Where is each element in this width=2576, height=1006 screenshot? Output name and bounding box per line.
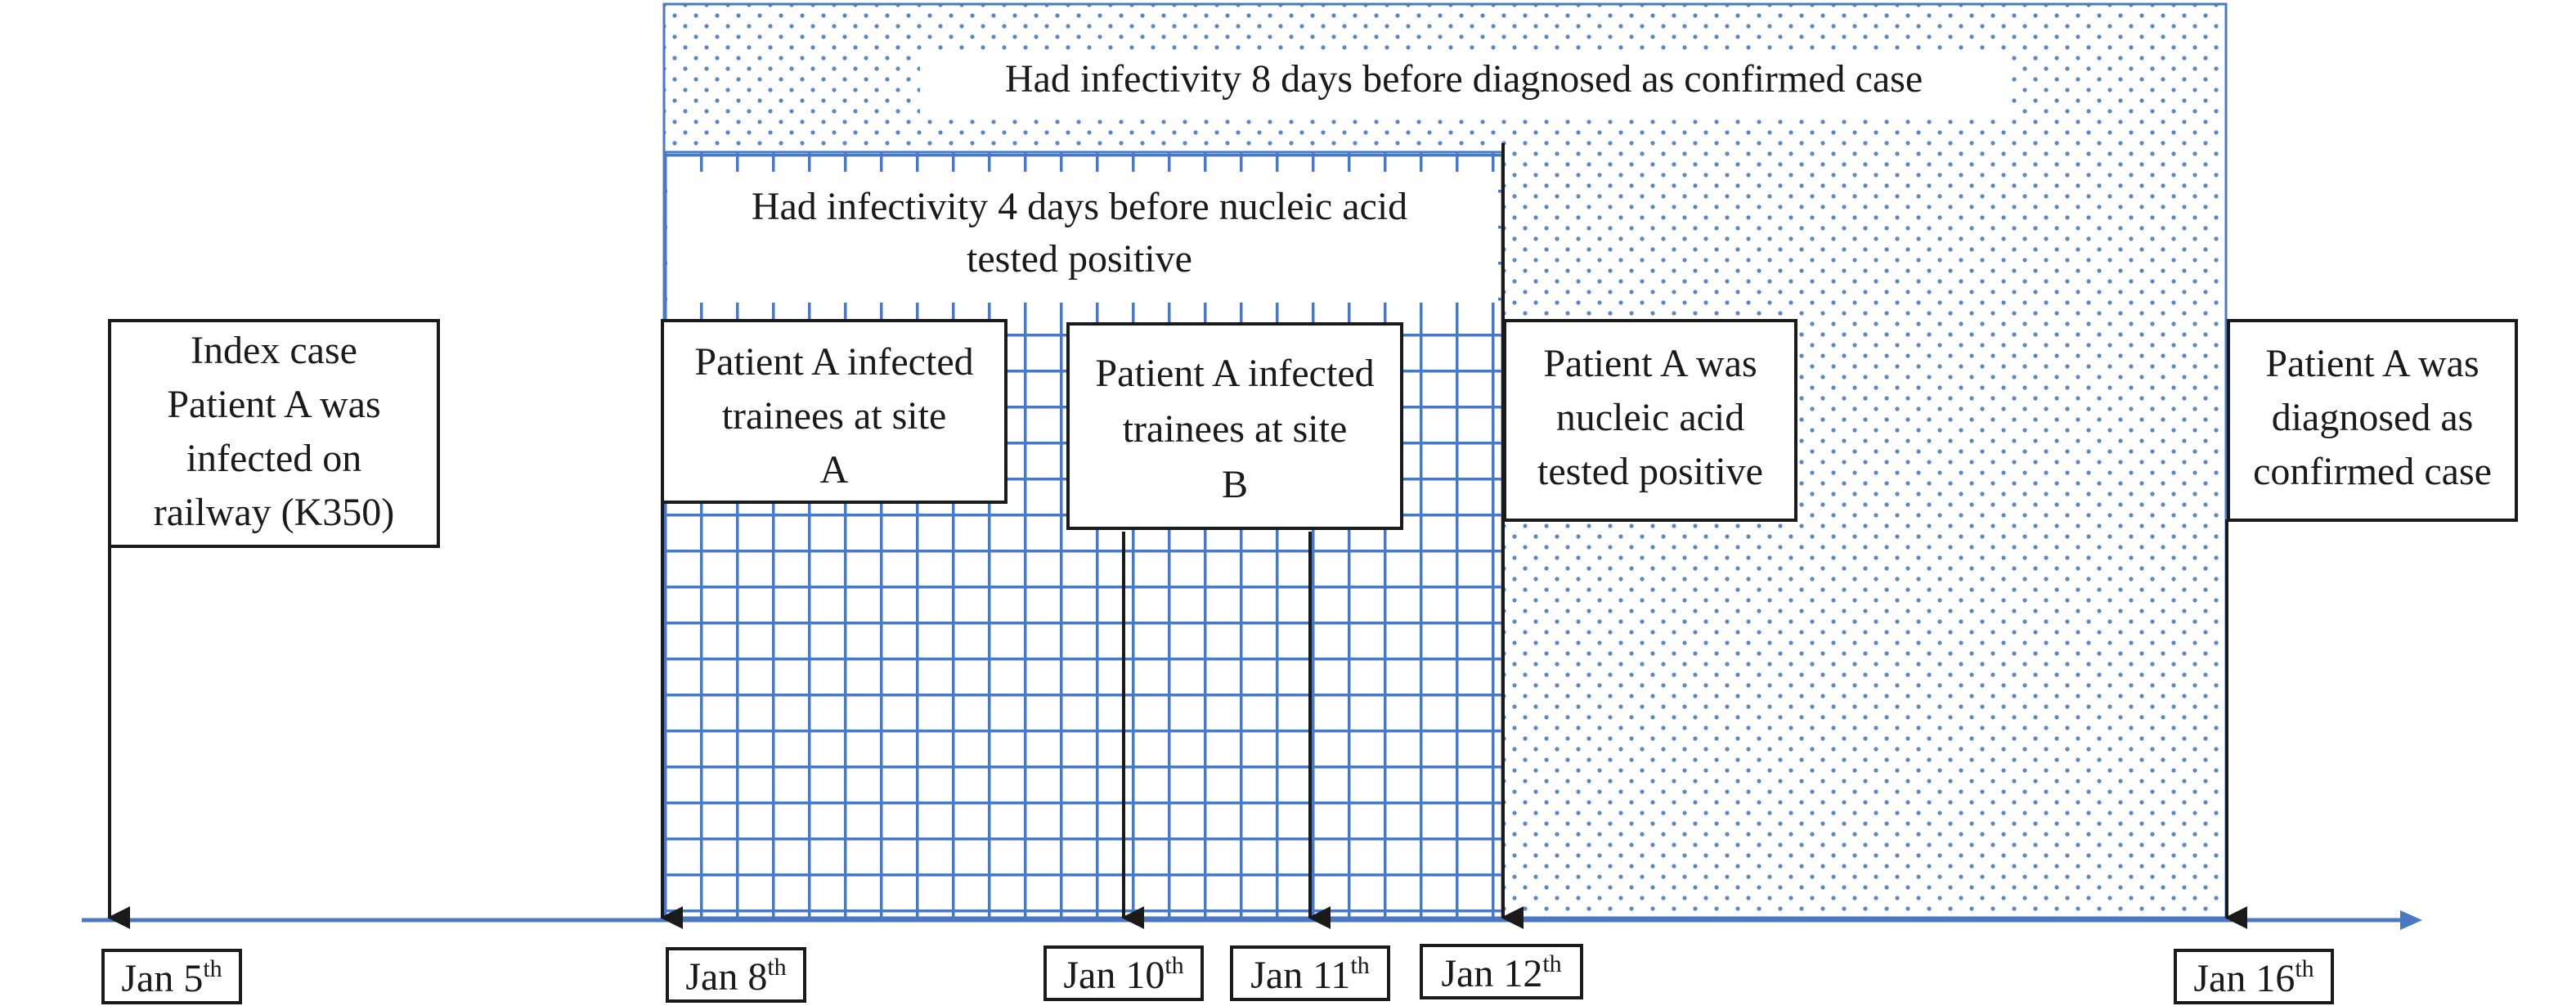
site-a-line1: Patient A infected bbox=[694, 340, 974, 384]
date-jan-8-suffix: th bbox=[767, 954, 787, 981]
date-jan-10-suffix: th bbox=[1165, 952, 1184, 979]
tested-positive-line1: Patient A was bbox=[1543, 342, 1757, 385]
timeline-arrowhead bbox=[2400, 910, 2422, 930]
site-a-line2: trainees at site bbox=[721, 394, 947, 438]
date-jan-5 bbox=[103, 950, 240, 1003]
site-b-line2: trainees at site bbox=[1122, 407, 1348, 451]
date-jan-10-label: Jan 10 bbox=[1063, 954, 1165, 997]
date-jan-11-suffix: th bbox=[1350, 952, 1370, 979]
index-case-line2: Patient A was bbox=[167, 383, 381, 426]
date-jan-5-label: Jan 5 bbox=[121, 957, 204, 1000]
date-jan-12-suffix: th bbox=[1542, 950, 1562, 977]
inner-region-label-line1: Had infectivity 4 days before nucleic acid bbox=[751, 185, 1408, 228]
date-jan-11 bbox=[1232, 947, 1389, 999]
box-confirmed bbox=[2228, 321, 2516, 520]
tested-positive-line2: nucleic acid bbox=[1555, 396, 1745, 439]
inner-region-label-line2: tested positive bbox=[967, 237, 1192, 281]
date-jan-10 bbox=[1045, 947, 1202, 999]
box-site-b bbox=[1068, 324, 1402, 528]
tested-positive-line3: tested positive bbox=[1537, 450, 1763, 493]
date-jan-8-label: Jan 8 bbox=[685, 955, 768, 999]
confirmed-line2: diagnosed as bbox=[2271, 396, 2474, 439]
index-case-line3: infected on bbox=[186, 437, 362, 480]
date-jan-16-suffix: th bbox=[2295, 955, 2314, 982]
confirmed-line3: confirmed case bbox=[2253, 450, 2492, 493]
index-case-line1: Index case bbox=[191, 329, 357, 372]
site-b-line3: B bbox=[1221, 463, 1249, 506]
date-jan-16-label: Jan 16 bbox=[2193, 957, 2296, 1000]
box-index-case bbox=[110, 321, 438, 546]
index-case-line4: railway (K350) bbox=[153, 491, 395, 534]
outer-region-label: Had infectivity 8 days before diagnosed as confirmed case bbox=[1004, 57, 1923, 101]
date-jan-16 bbox=[2175, 950, 2332, 1003]
date-jan-11-label: Jan 11 bbox=[1250, 954, 1351, 997]
confirmed-line1: Patient A was bbox=[2265, 342, 2480, 385]
site-a-line3: A bbox=[819, 448, 849, 492]
box-site-a bbox=[662, 321, 1006, 502]
date-jan-5-suffix: th bbox=[203, 955, 222, 982]
site-b-line1: Patient A infected bbox=[1095, 352, 1375, 395]
date-jan-8 bbox=[667, 949, 805, 1001]
date-jan-12-label: Jan 12 bbox=[1441, 952, 1543, 995]
date-jan-12 bbox=[1421, 945, 1582, 998]
box-tested-positive bbox=[1505, 321, 1796, 520]
